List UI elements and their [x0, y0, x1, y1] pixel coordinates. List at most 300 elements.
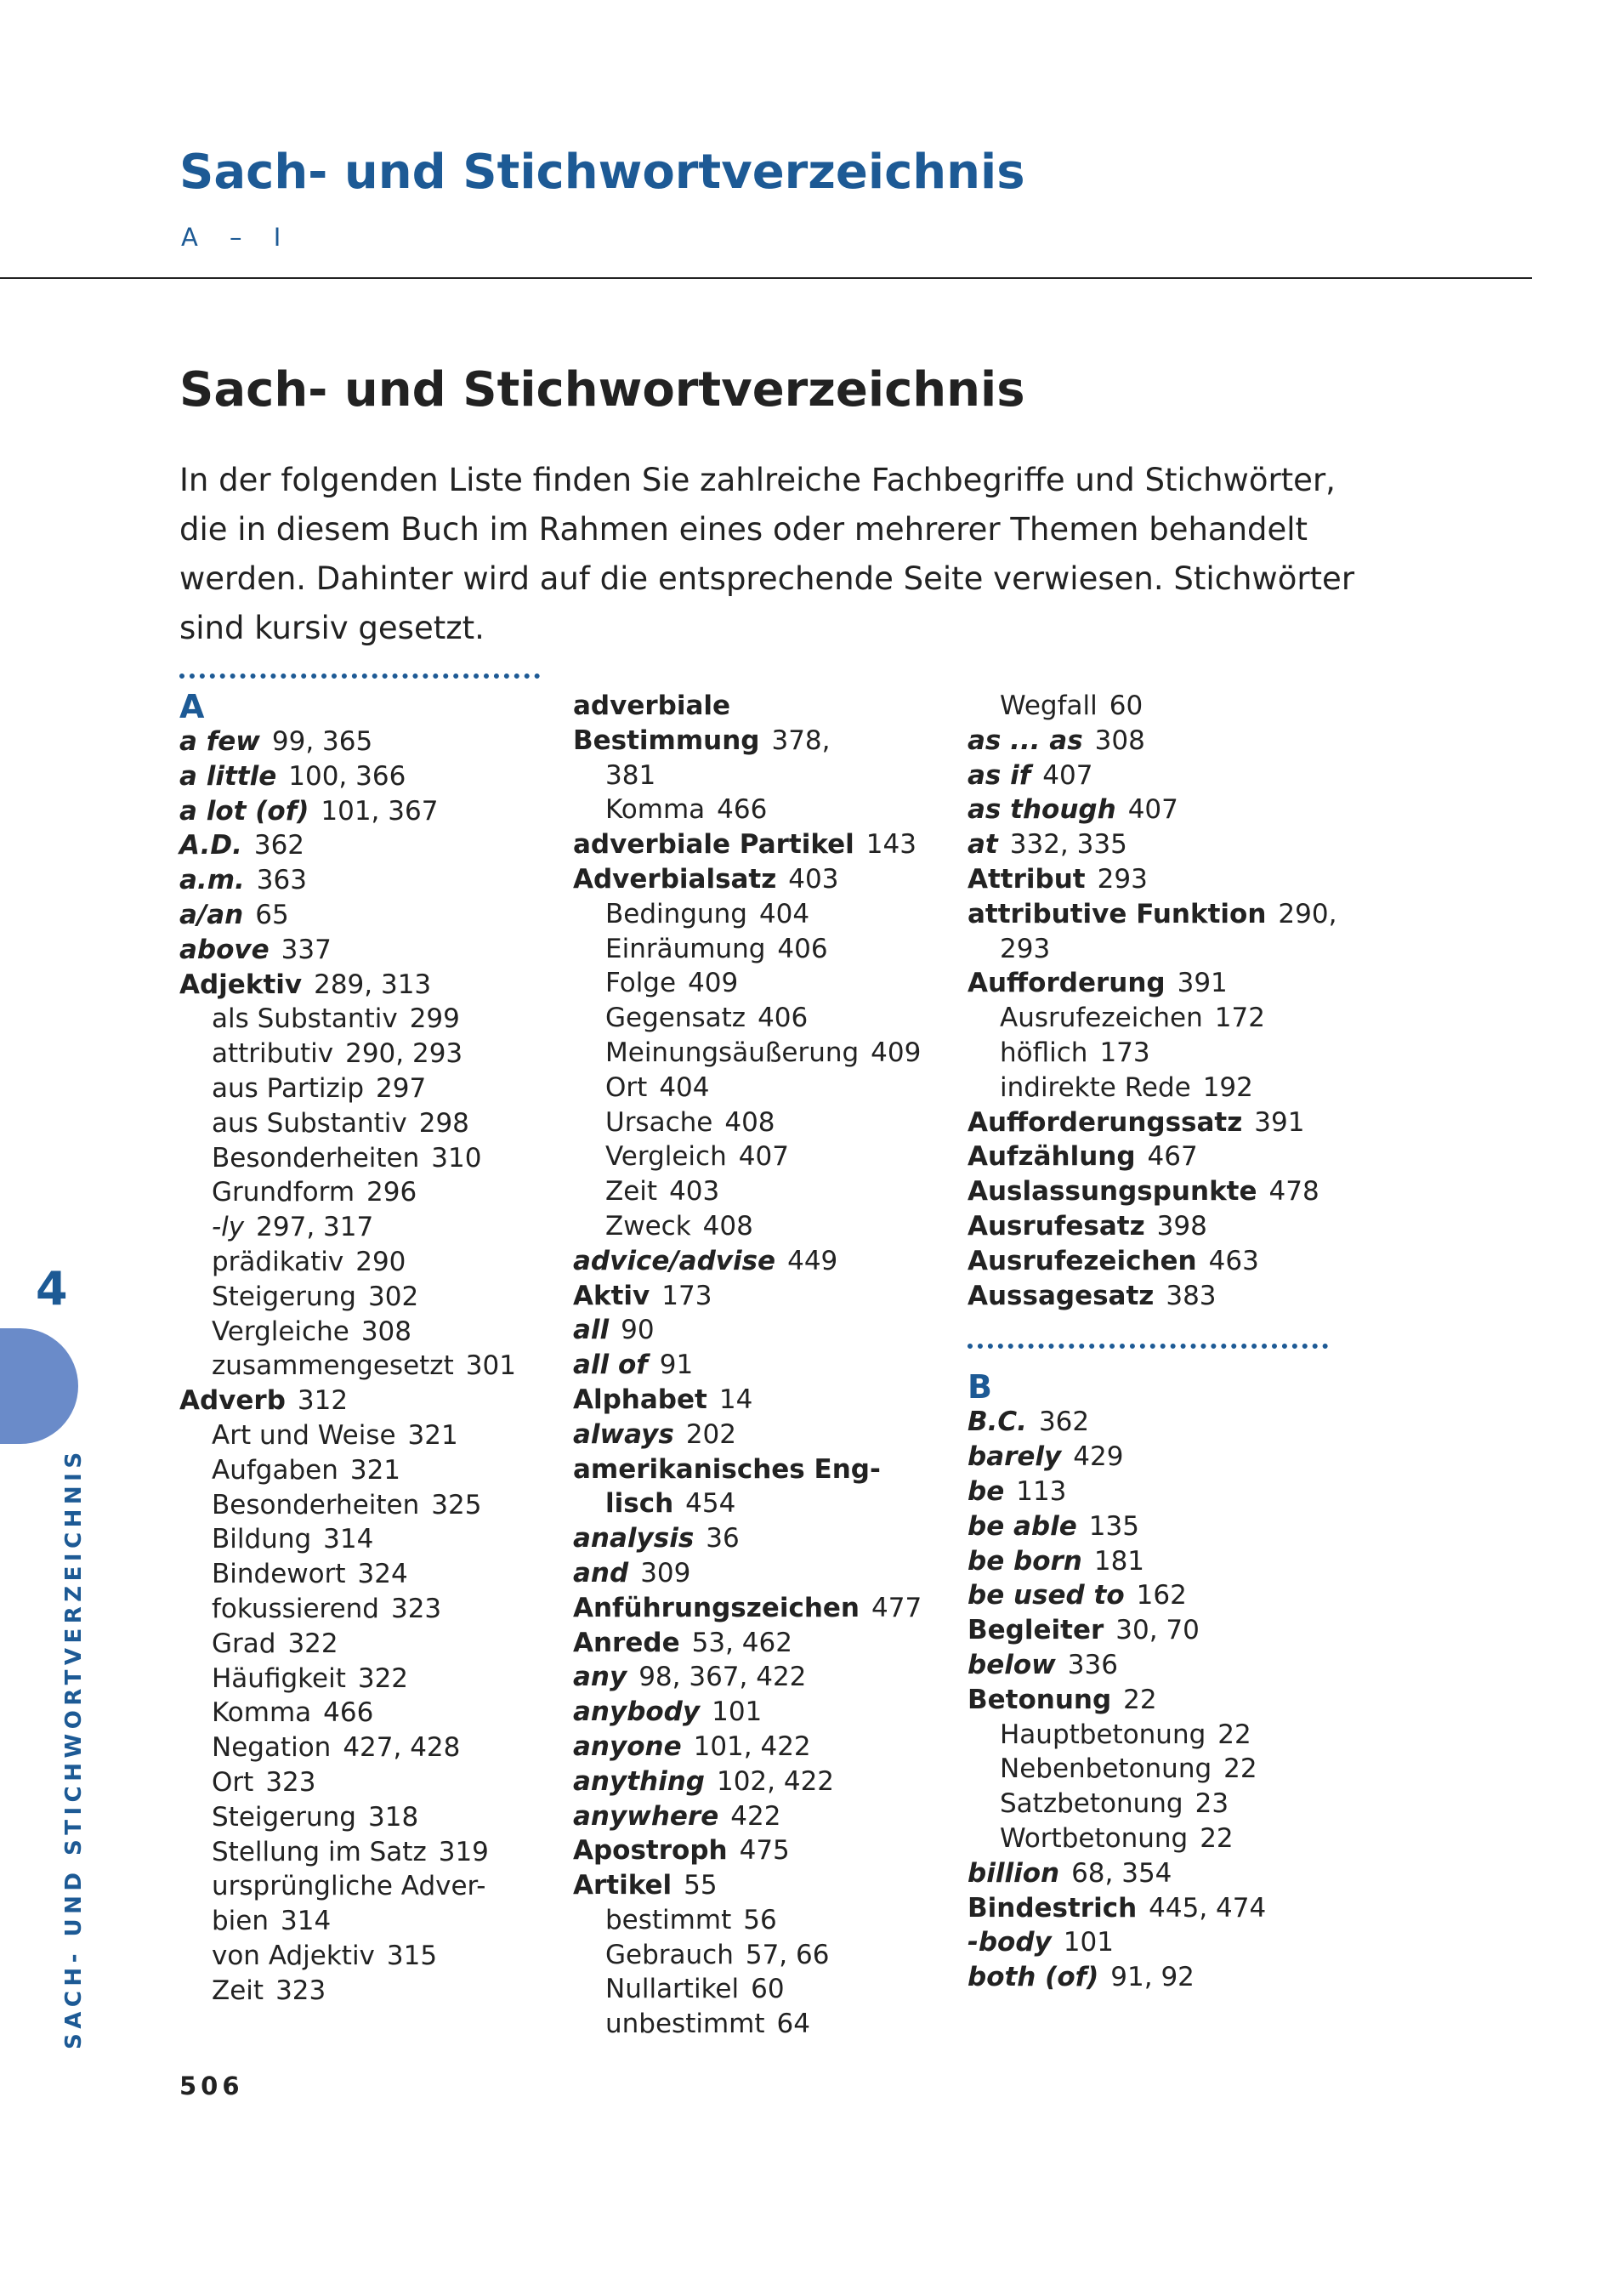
index-subentry	[179, 1869, 553, 1904]
page-refs: 22	[1123, 1684, 1157, 1715]
index-entry	[573, 1660, 947, 1695]
index-entry	[573, 1695, 947, 1730]
index-entry	[968, 1279, 1342, 1314]
index-entry	[968, 862, 1342, 897]
page-refs: 36	[706, 1523, 740, 1554]
page-refs: 323	[275, 1975, 326, 2006]
index-entry	[573, 1833, 947, 1868]
index-term: anything	[573, 1765, 705, 1797]
page-refs: 202	[685, 1418, 736, 1450]
intro-paragraph: In der folgenden Liste finden Sie zahlreiche Fachbegriffe und Stichwörter, die in diesem Buch im Rahmen eines oder mehrerer Themen behandelt werden. Dahinter wird auf die entsprechende Seite verwiesen. Stichwörter sind kursiv gesetzt.	[179, 462, 1355, 646]
subentry-text: Zeit	[212, 1975, 264, 2006]
index-term: -body	[968, 1927, 1052, 1958]
index-entry	[179, 759, 553, 794]
index-entry	[968, 1925, 1342, 1960]
index-term: be able	[968, 1510, 1077, 1542]
page-refs: 308	[360, 1316, 411, 1347]
page-refs: 296	[366, 1177, 417, 1208]
page-refs: 318	[368, 1801, 419, 1833]
index-term: billion	[968, 1857, 1060, 1889]
index-subentry	[179, 1071, 553, 1106]
subentry-text: Gegensatz	[605, 1003, 746, 1034]
index-term: analysis	[573, 1523, 695, 1554]
subentry-text: Ursache	[605, 1106, 713, 1138]
index-entry	[573, 1765, 947, 1799]
page-refs: 404	[659, 1071, 710, 1103]
page-refs: 68, 354	[1071, 1857, 1172, 1889]
page-refs: 113	[1016, 1475, 1067, 1507]
page-refs: 391	[1254, 1106, 1305, 1138]
subentry-text: zusammengesetzt	[212, 1350, 454, 1382]
subentry-text: Nullartikel	[605, 1974, 740, 2005]
page-refs: 404	[758, 898, 810, 929]
subentry-text: Wegfall	[1000, 691, 1098, 721]
index-subentry	[573, 1938, 947, 1973]
index-term: as ... as	[968, 725, 1083, 756]
page-refs: 55	[684, 1870, 718, 1901]
index-subentry	[179, 1245, 553, 1280]
page-refs: 478	[1268, 1176, 1319, 1208]
index-entry	[968, 966, 1342, 1001]
subentry-text: Zeit	[605, 1176, 658, 1208]
subentry-text: Grad	[212, 1628, 276, 1659]
index-subentry	[179, 1453, 553, 1488]
page-refs: 298	[418, 1107, 469, 1139]
index-term: a lot (of)	[179, 795, 309, 827]
index-subentry	[179, 1106, 553, 1141]
page-refs: 64	[776, 2009, 810, 2040]
index-entry	[179, 725, 553, 759]
page-refs: 293	[1097, 863, 1148, 895]
subentry-text: Steigerung	[212, 1801, 356, 1833]
page-refs: 23	[1195, 1788, 1229, 1820]
dotted-rule-b	[968, 1344, 1328, 1349]
index-subentry	[179, 1315, 553, 1350]
column-gap	[968, 1313, 1342, 1344]
index-subentry	[573, 932, 947, 967]
subentry-text: Hauptbetonung	[1000, 1719, 1206, 1750]
index-subentry	[968, 1071, 1342, 1105]
page-refs: 463	[1208, 1245, 1259, 1276]
subentry-text: fokussierend	[212, 1593, 379, 1624]
index-entry	[968, 1105, 1342, 1140]
page-refs: 173	[661, 1280, 712, 1311]
page-refs: 53, 462	[691, 1627, 792, 1658]
index-subentry	[179, 1037, 553, 1071]
subentry-text: Ort	[212, 1766, 254, 1798]
index-entry	[573, 1279, 947, 1314]
page-refs: 332, 335	[1009, 829, 1127, 861]
page-refs: 383	[1166, 1280, 1217, 1311]
index-term: any	[573, 1662, 627, 1693]
index-subentry	[179, 1210, 553, 1245]
page-refs: 101	[1063, 1927, 1114, 1958]
page-refs: 14	[718, 1384, 753, 1415]
index-subentry	[179, 1731, 553, 1765]
page-refs: 290, 293	[345, 1038, 463, 1070]
index-term: Anführungszeichen	[573, 1592, 860, 1623]
index-subentry	[968, 1821, 1342, 1856]
index-entry	[573, 1452, 947, 1487]
page-refs: 101, 367	[321, 795, 439, 827]
page-refs: 406	[758, 1003, 809, 1034]
subentry-text: höflich	[1000, 1037, 1088, 1068]
index-term: B.C.	[968, 1407, 1027, 1438]
page-refs: 302	[368, 1281, 419, 1312]
page-refs: 321	[407, 1419, 458, 1451]
page-refs: 323	[265, 1766, 316, 1798]
index-subentry	[573, 966, 947, 1001]
index-entry	[968, 1174, 1342, 1209]
index-term: Alphabet	[573, 1384, 707, 1415]
index-term: Apostroph	[573, 1835, 728, 1867]
running-title: Sach- und Stichwortverzeichnis	[179, 145, 1025, 200]
index-entry	[573, 1244, 947, 1279]
index-term: all	[573, 1315, 610, 1346]
page-refs: 312	[297, 1385, 349, 1417]
index-entry	[968, 1960, 1342, 1995]
index-column-1	[179, 689, 553, 2008]
index-subentry	[179, 1835, 553, 1870]
index-subentry	[573, 1209, 947, 1244]
index-term: Begleiter	[968, 1615, 1104, 1646]
page-refs: 143	[865, 829, 916, 861]
page-refs: 398	[1156, 1210, 1207, 1242]
index-entry	[968, 1613, 1342, 1648]
index-subentry	[179, 1141, 553, 1176]
page-refs: 301	[465, 1350, 516, 1382]
index-entry	[968, 1244, 1342, 1279]
subentry-text: Steigerung	[212, 1281, 356, 1312]
index-entry	[968, 724, 1342, 759]
subentry-text: Ort	[605, 1071, 648, 1103]
index-subentry	[179, 1418, 553, 1453]
page-refs: 98, 367, 422	[638, 1662, 807, 1693]
index-term: a/an	[179, 899, 244, 930]
page-refs: 409	[688, 968, 739, 999]
header-rule	[0, 277, 1532, 279]
page-refs: 403	[669, 1176, 720, 1208]
index-subentry	[573, 897, 947, 932]
index-subentry	[179, 1696, 553, 1731]
index-entry	[573, 1418, 947, 1452]
page-refs: 454	[685, 1488, 736, 1520]
subentry-text: Bindewort	[212, 1559, 346, 1590]
index-term: a little	[179, 760, 277, 792]
page-refs: 22	[1200, 1822, 1234, 1854]
index-subentry	[573, 1105, 947, 1140]
index-entry	[573, 1799, 947, 1834]
index-term: at	[968, 829, 998, 861]
page-refs: 407	[1127, 794, 1178, 826]
index-subentry	[573, 1139, 947, 1174]
index-subentry	[179, 1765, 553, 1800]
subentry-text: Häufigkeit	[212, 1662, 346, 1694]
page-refs: 172	[1214, 1003, 1265, 1034]
index-entry	[573, 689, 947, 759]
section-letter: A	[179, 688, 205, 725]
index-term: Adverbialsatz	[573, 863, 777, 895]
page-refs: 324	[357, 1559, 408, 1590]
index-term: Adjektiv	[179, 969, 303, 1000]
chapter-number: 4	[36, 1262, 68, 1316]
index-entry	[968, 1209, 1342, 1244]
subentry-text: Bildung	[212, 1524, 312, 1555]
index-term: Adverb	[179, 1385, 286, 1417]
subentry-text: Negation	[212, 1732, 332, 1764]
index-term: Ausrufezeichen	[968, 1245, 1197, 1276]
index-subentry	[179, 1488, 553, 1523]
subentry-text: Art und Weise	[212, 1419, 396, 1451]
index-subentry	[179, 1522, 553, 1557]
page-refs: 290,	[1278, 898, 1337, 929]
index-subentry	[968, 1036, 1342, 1071]
index-entry	[968, 1509, 1342, 1544]
index-term: lisch	[605, 1488, 674, 1520]
subentry-text: aus Partizip	[212, 1072, 365, 1104]
index-term: be used to	[968, 1580, 1125, 1611]
page-refs: 309	[640, 1557, 691, 1588]
index-entry	[968, 1891, 1342, 1926]
subentry-text: Satzbetonung	[1000, 1788, 1183, 1820]
page-refs: 315	[386, 1940, 438, 1971]
index-entry	[968, 793, 1342, 827]
subentry-text: attributiv	[212, 1038, 334, 1070]
subentry-text: Gebrauch	[605, 1939, 734, 1970]
index-entry	[179, 968, 553, 1003]
index-entry	[968, 1578, 1342, 1613]
subentry-text: Stellung im Satz	[212, 1836, 427, 1867]
index-subentry	[573, 1972, 947, 2007]
subentry-text: Einräumung	[605, 933, 766, 964]
index-term: anyone	[573, 1731, 682, 1762]
index-subentry	[179, 1904, 553, 1939]
index-entry	[179, 863, 553, 898]
page-refs: 406	[777, 933, 828, 964]
page-number: 506	[179, 2072, 244, 2100]
page-refs: 322	[357, 1662, 409, 1694]
page-refs: 407	[738, 1141, 789, 1173]
page-refs: 467	[1147, 1141, 1198, 1173]
index-term: Aussagesatz	[968, 1280, 1155, 1311]
page-refs: 22	[1217, 1719, 1251, 1750]
index-entry	[968, 1440, 1342, 1475]
index-entry	[573, 1730, 947, 1765]
index-entry	[968, 1648, 1342, 1683]
page-refs: 477	[871, 1592, 922, 1623]
page-refs: 30, 70	[1115, 1615, 1200, 1646]
page-refs: 310	[431, 1142, 482, 1174]
index-subentry	[968, 1001, 1342, 1036]
page-refs: 297, 317	[256, 1212, 374, 1243]
index-entry	[573, 1626, 947, 1661]
page-refs-continued: 381	[605, 759, 656, 791]
index-subentry	[573, 1903, 947, 1938]
subentry-text: Folge	[605, 968, 677, 999]
index-entry	[573, 1313, 947, 1348]
subentry-text: indirekte Rede	[1000, 1071, 1191, 1103]
subentry-text: Ausrufezeichen	[1000, 1003, 1203, 1034]
subentry-text: als Substantiv	[212, 1003, 398, 1035]
subentry-text: bestimmt	[605, 1904, 732, 1935]
index-column-3	[968, 689, 1342, 1995]
page-refs: 135	[1088, 1510, 1139, 1542]
index-entry	[968, 759, 1342, 793]
index-entry	[968, 1856, 1342, 1891]
subentry-text: bien	[212, 1906, 270, 1937]
subentry-text: von Adjektiv	[212, 1940, 375, 1971]
index-term: both (of)	[968, 1962, 1099, 1993]
index-term: advice/advise	[573, 1245, 776, 1276]
section-side-label: SACH- UND STICHWORTVERZEICHNIS	[61, 1447, 87, 2049]
page-refs: 319	[438, 1836, 489, 1867]
section-letter: B	[968, 1368, 992, 1407]
index-term: Aufzählung	[968, 1141, 1136, 1173]
index-term: Artikel	[573, 1870, 672, 1901]
page-refs: 297	[376, 1072, 427, 1104]
subentry-text: Wortbetonung	[1000, 1822, 1189, 1854]
index-term: Attribut	[968, 863, 1086, 895]
page-refs: 408	[702, 1210, 753, 1242]
index-entry	[179, 828, 553, 863]
index-subentry	[573, 1174, 947, 1209]
page-refs: 429	[1073, 1441, 1124, 1473]
index-subentry	[179, 1800, 553, 1835]
subentry-text: -ly	[212, 1212, 245, 1243]
subentry-text: Besonderheiten	[212, 1489, 420, 1520]
dotted-rule-a	[179, 673, 540, 679]
page-refs: 100, 366	[288, 760, 406, 792]
page-refs: 192	[1202, 1071, 1253, 1103]
page-refs: 290	[355, 1246, 406, 1277]
index-entry	[573, 1521, 947, 1556]
index-term: attributive Funktion	[968, 898, 1267, 929]
index-term: below	[968, 1649, 1056, 1680]
page-refs: 391	[1177, 968, 1228, 999]
page-refs: 449	[787, 1245, 838, 1276]
index-term: as if	[968, 759, 1031, 791]
index-entry	[179, 1384, 553, 1418]
page-refs: 445, 474	[1149, 1892, 1267, 1924]
index-term: and	[573, 1557, 629, 1588]
subentry-text: ursprüngliche Adver-	[212, 1871, 486, 1902]
page-refs: 362	[253, 830, 305, 861]
index-term: a.m.	[179, 865, 245, 896]
page-refs: 173	[1099, 1037, 1150, 1068]
index-entry	[968, 897, 1342, 932]
index-subentry	[179, 1662, 553, 1696]
subentry-text: Besonderheiten	[212, 1142, 420, 1174]
index-subentry	[968, 1787, 1342, 1821]
page-refs: 407	[1042, 759, 1093, 791]
index-column-2	[573, 689, 947, 2042]
page-refs: 323	[390, 1593, 442, 1624]
index-entry	[968, 1475, 1342, 1509]
index-term: Aktiv	[573, 1280, 650, 1311]
page-refs: 102, 422	[716, 1765, 835, 1797]
page-refs: 475	[739, 1835, 790, 1867]
index-subentry	[179, 1939, 553, 1974]
index-entry	[573, 1348, 947, 1383]
page-refs: 466	[717, 794, 768, 826]
page-refs: 325	[431, 1489, 482, 1520]
subentry-text: Nebenbetonung	[1000, 1753, 1212, 1785]
index-subentry	[179, 1592, 553, 1627]
index-entry	[573, 862, 947, 897]
page-refs: 57, 66	[745, 1939, 830, 1970]
chapter-tab	[0, 1328, 78, 1444]
index-term-continued	[573, 1486, 947, 1521]
subentry-text: prädikativ	[212, 1246, 344, 1277]
index-term: be born	[968, 1545, 1082, 1577]
index-subentry	[179, 1557, 553, 1592]
index-entry	[968, 1544, 1342, 1579]
page-refs: 22	[1223, 1753, 1257, 1785]
index-subentry	[179, 1280, 553, 1315]
index-term: be	[968, 1475, 1005, 1507]
index-entry	[968, 1683, 1342, 1718]
index-entry	[968, 827, 1342, 862]
page-refs: 90	[621, 1315, 655, 1346]
index-term: Betonung	[968, 1684, 1112, 1715]
subentry-text: unbestimmt	[605, 2009, 765, 2040]
page-refs: 91	[659, 1350, 694, 1381]
index-subentry	[573, 1071, 947, 1105]
page-refs: 322	[287, 1628, 338, 1659]
subentry-text: Vergleich	[605, 1141, 727, 1173]
index-term: barely	[968, 1441, 1062, 1473]
page-refs: 403	[788, 863, 839, 895]
index-term: anybody	[573, 1696, 701, 1728]
index-entry	[573, 1868, 947, 1903]
index-subentry	[179, 1002, 553, 1037]
index-term: adverbiale Partikel	[573, 829, 854, 861]
index-term: amerikanisches Eng-	[573, 1453, 881, 1485]
page-refs: 314	[323, 1524, 374, 1555]
page-refs: 60	[751, 1974, 785, 2005]
index-subentry	[179, 1974, 553, 2009]
page-refs: 314	[281, 1906, 332, 1937]
subentry-text: Komma	[212, 1697, 312, 1729]
subentry-text: aus Substantiv	[212, 1107, 407, 1139]
index-term: always	[573, 1418, 674, 1450]
index-term: as though	[968, 794, 1116, 826]
subentry-text: Grundform	[212, 1177, 355, 1208]
page-refs: 65	[255, 899, 289, 930]
page-refs: 409	[871, 1037, 922, 1068]
index-subentry	[179, 1349, 553, 1384]
page-refs: 336	[1067, 1649, 1118, 1680]
running-subtitle: A – I	[181, 223, 293, 252]
index-subentry	[573, 1001, 947, 1036]
index-term: all of	[573, 1350, 648, 1381]
page-refs: 378,	[771, 725, 831, 756]
page-refs: 363	[256, 865, 307, 896]
page-refs: 337	[281, 934, 332, 965]
page-refs: 299	[409, 1003, 460, 1035]
index-term: anywhere	[573, 1800, 719, 1832]
index-term: Aufforderungssatz	[968, 1106, 1243, 1138]
page-refs: 466	[323, 1697, 374, 1729]
index-term: Ausrufesatz	[968, 1210, 1145, 1242]
index-term: Auslassungspunkte	[968, 1176, 1257, 1208]
index-term: adverbiale Bestimmung	[573, 691, 760, 756]
index-term: a few	[179, 726, 260, 757]
page-refs: 308	[1094, 725, 1145, 756]
page-refs: 422	[730, 1800, 781, 1832]
page-refs: 289, 313	[314, 969, 432, 1000]
index-entry	[573, 827, 947, 862]
